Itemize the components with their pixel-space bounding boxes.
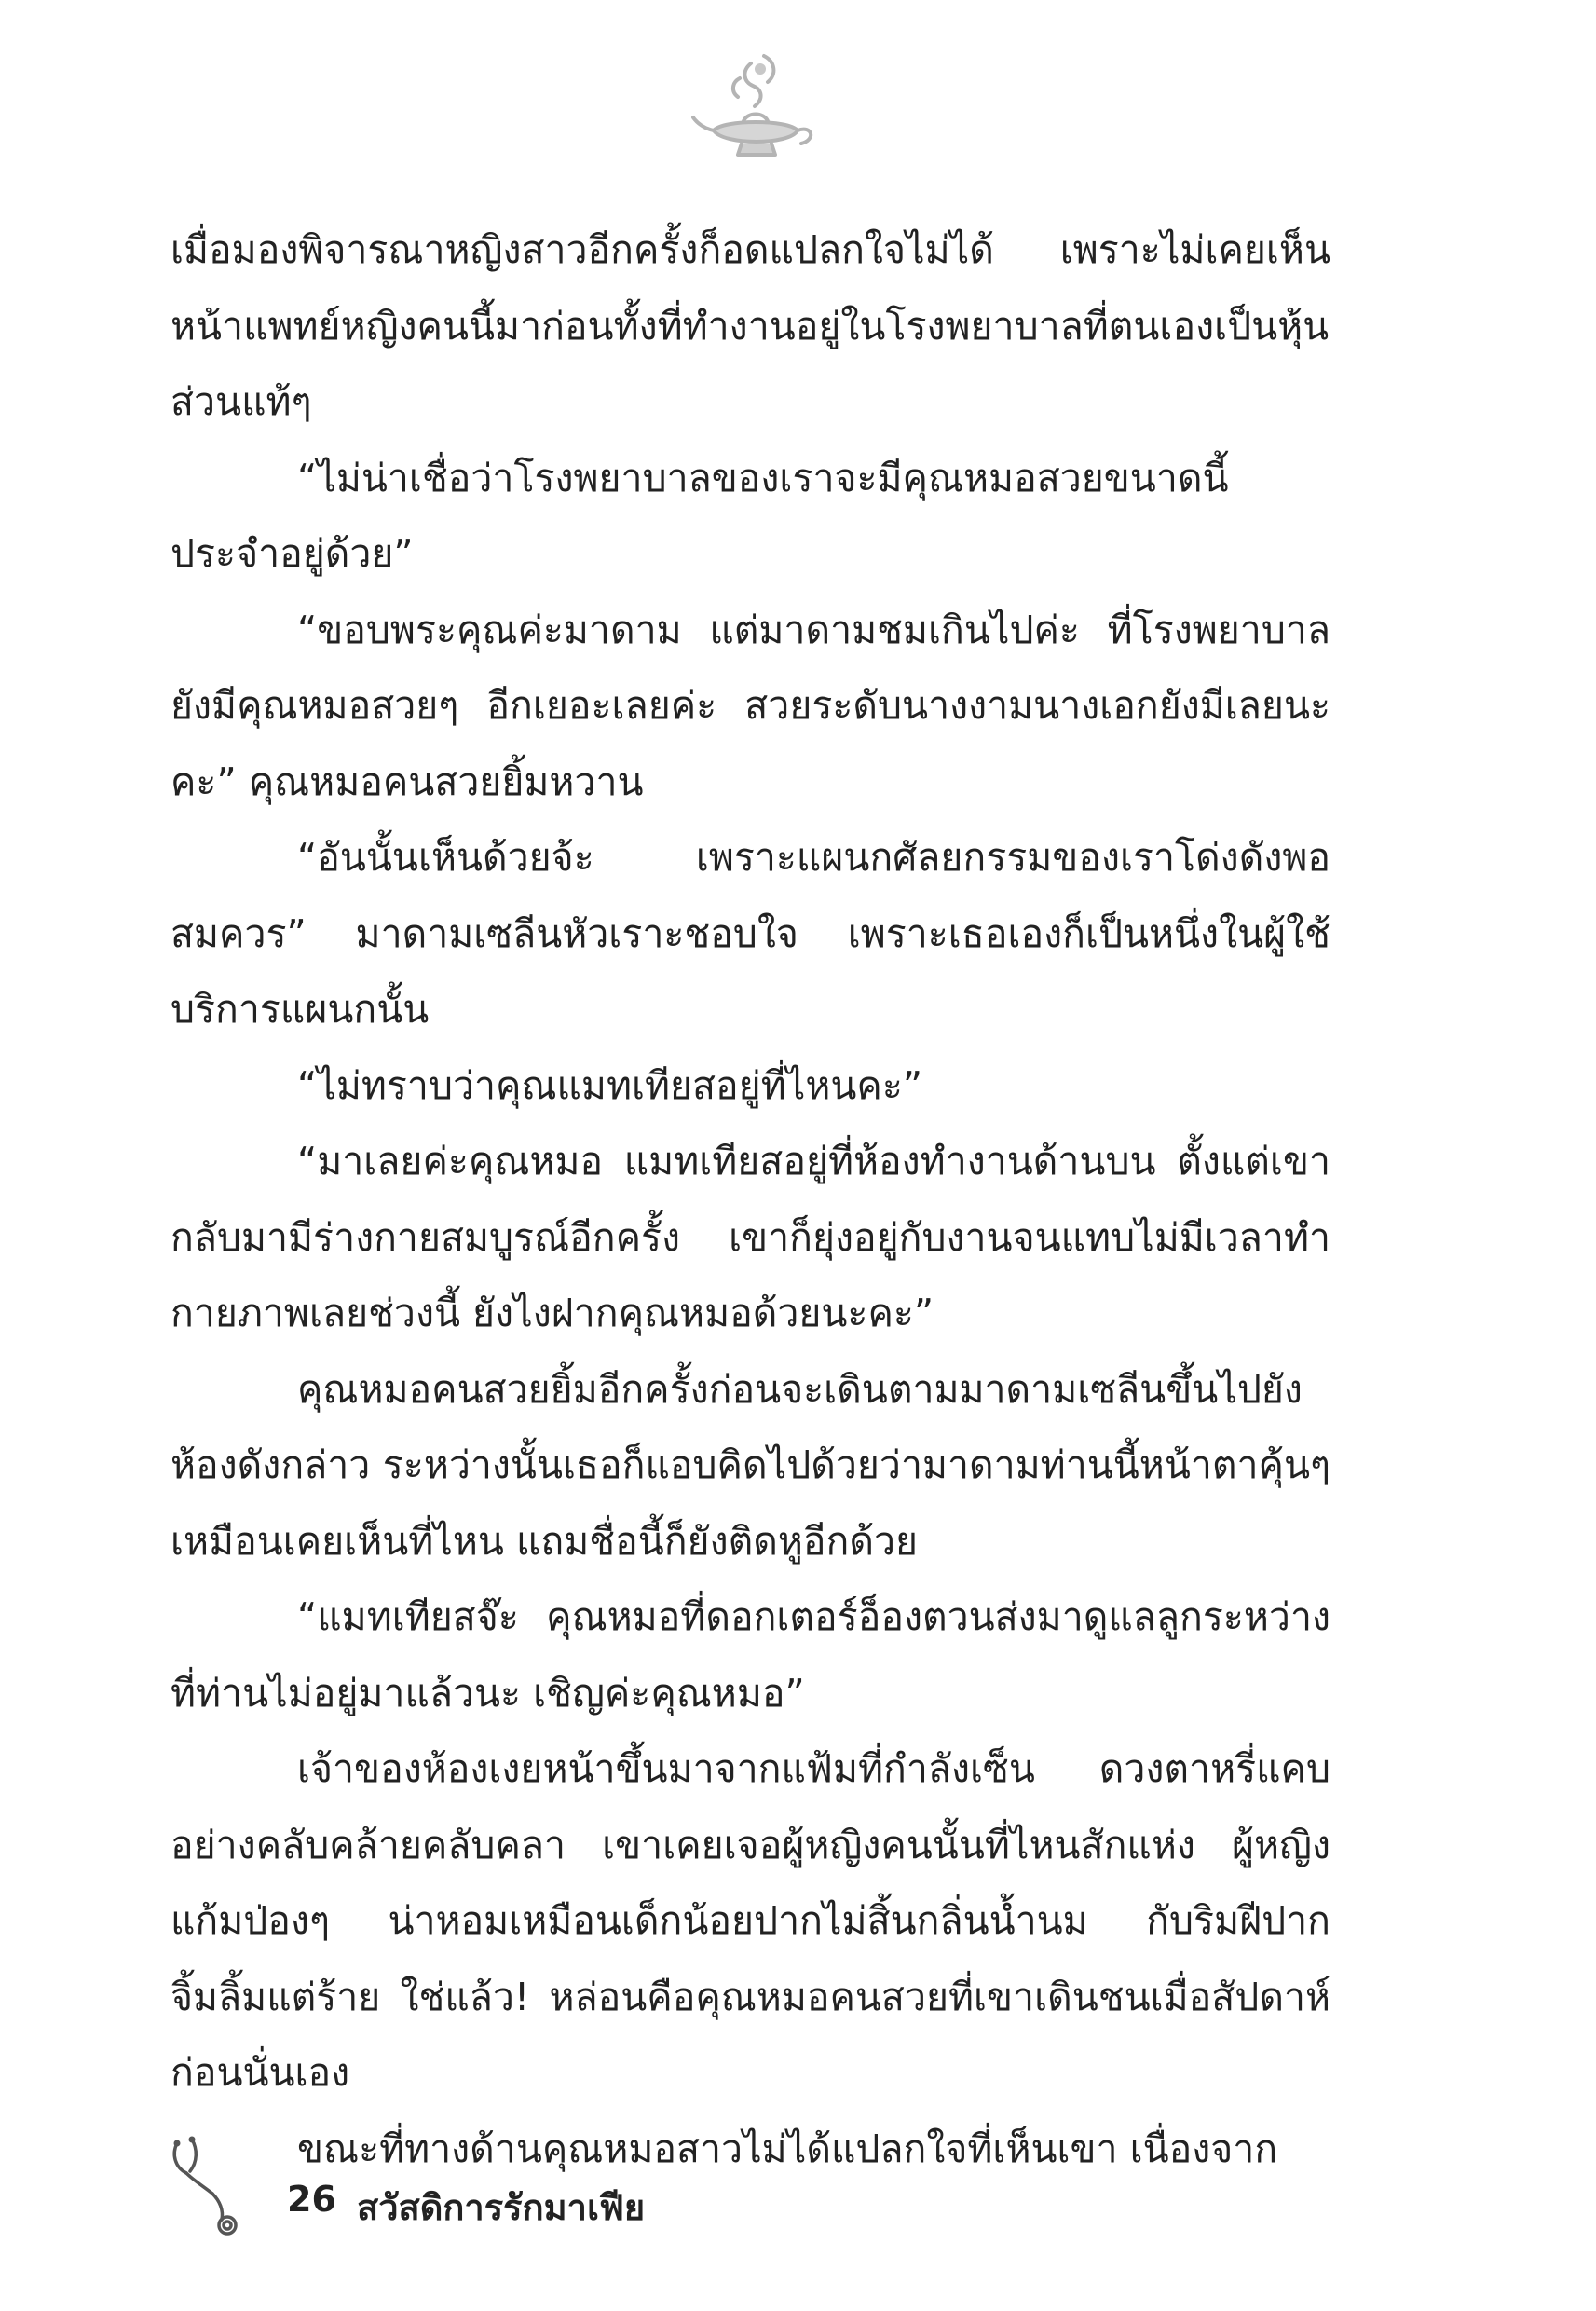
page-footer <box>166 2136 818 2248</box>
body-text <box>171 212 1330 2187</box>
paragraph: ขณะที่ทางด้านคุณหมอสาวไม่ได้แปลกใจที่เห็นเขา เนื่องจาก <box>297 2126 1278 2171</box>
book-title: สวัสดิการรักมาเฟีย <box>357 2187 646 2228</box>
page-number: 26 <box>287 2179 336 2220</box>
paragraph: “ขอบพระคุณค่ะมาดาม แต่มาดามชมเกินไปค่ะ ที่โรงพยาบาลยังมีคุณหมอสวยๆ อีกเยอะเลยค่ะ สวยระดับนางงามนางเอกยังมีเลยนะคะ” คุณหมอคนสวยยิ้มหวาน <box>171 607 1330 804</box>
paragraph: เมื่อมองพิจารณาหญิงสาวอีกครั้งก็อดแปลกใจไม่ได้ เพราะไม่เคยเห็นหน้าแพทย์หญิงคนนี้มาก่อนทั้งที่ทำงานอยู่ในโรงพยาบาลที่ตนเองเป็นหุ้นส่วนแท้ๆ <box>171 227 1330 424</box>
stethoscope-icon <box>166 2136 268 2238</box>
paragraph: “ไม่ทราบว่าคุณแมทเทียสอยู่ที่ไหนคะ” <box>297 1062 923 1108</box>
paragraph: “มาเลยค่ะคุณหมอ แมทเทียสอยู่ที่ห้องทำงานด้านบน ตั้งแต่เขากลับมามีร่างกายสมบูรณ์อีกครั้ง เขาก็ยุ่งอยู่กับงานจนแทบไม่มีเวลาทำกายภาพเลยช่วงนี้ ยังไงฝากคุณหมอด้วยนะคะ” <box>171 1139 1330 1335</box>
paragraph: “ไม่น่าเชื่อว่าโรงพยาบาลของเราจะมีคุณหมอสวยขนาดนี้ประจำอยู่ด้วย” <box>171 455 1229 576</box>
paragraph: “อันนั้นเห็นด้วยจ้ะ เพราะแผนกศัลยกรรมของเราโด่งดังพอสมควร” มาดามเซลีนหัวเราะชอบใจ เพราะเธอเองก็เป็นหนึ่งในผู้ใช้บริการแผนกนั้น <box>171 835 1330 1032</box>
paragraph: “แมทเทียสจ๊ะ คุณหมอที่ดอกเตอร์อ็องตวนส่งมาดูแลลูกระหว่างที่ท่านไม่อยู่มาแล้วนะ เชิญค่ะคุณหมอ” <box>171 1594 1330 1716</box>
paragraph: คุณหมอคนสวยยิ้มอีกครั้งก่อนจะเดินตามมาดามเซลีนขึ้นไปยังห้องดังกล่าว ระหว่างนั้นเธอก็แอบคิดไปด้วยว่ามาดามท่านนี้หน้าตาคุ้นๆ เหมือนเคยเห็นที่ไหน แถมชื่อนี้ก็ยังติดหูอีกด้วย <box>171 1366 1330 1564</box>
paragraph: เจ้าของห้องเงยหน้าขึ้นมาจากแฟ้มที่กำลังเซ็น ดวงตาหรี่แคบอย่างคลับคล้ายคลับคลา เขาเคยเจอผู้หญิงคนนั้นที่ไหนสักแห่ง ผู้หญิงแก้มป่องๆ น่าหอมเหมือนเด็กน้อยปากไม่สิ้นกลิ่นน้ำนม กับริมฝีปากจิ้มลิ้มแต่ร้าย ใช่แล้ว! หล่อนคือคุณหมอคนสวยที่เขาเดินชนเมื่อสัปดาห์ก่อนนั่นเอง <box>171 1746 1330 2095</box>
genie-lamp-icon <box>686 45 825 185</box>
